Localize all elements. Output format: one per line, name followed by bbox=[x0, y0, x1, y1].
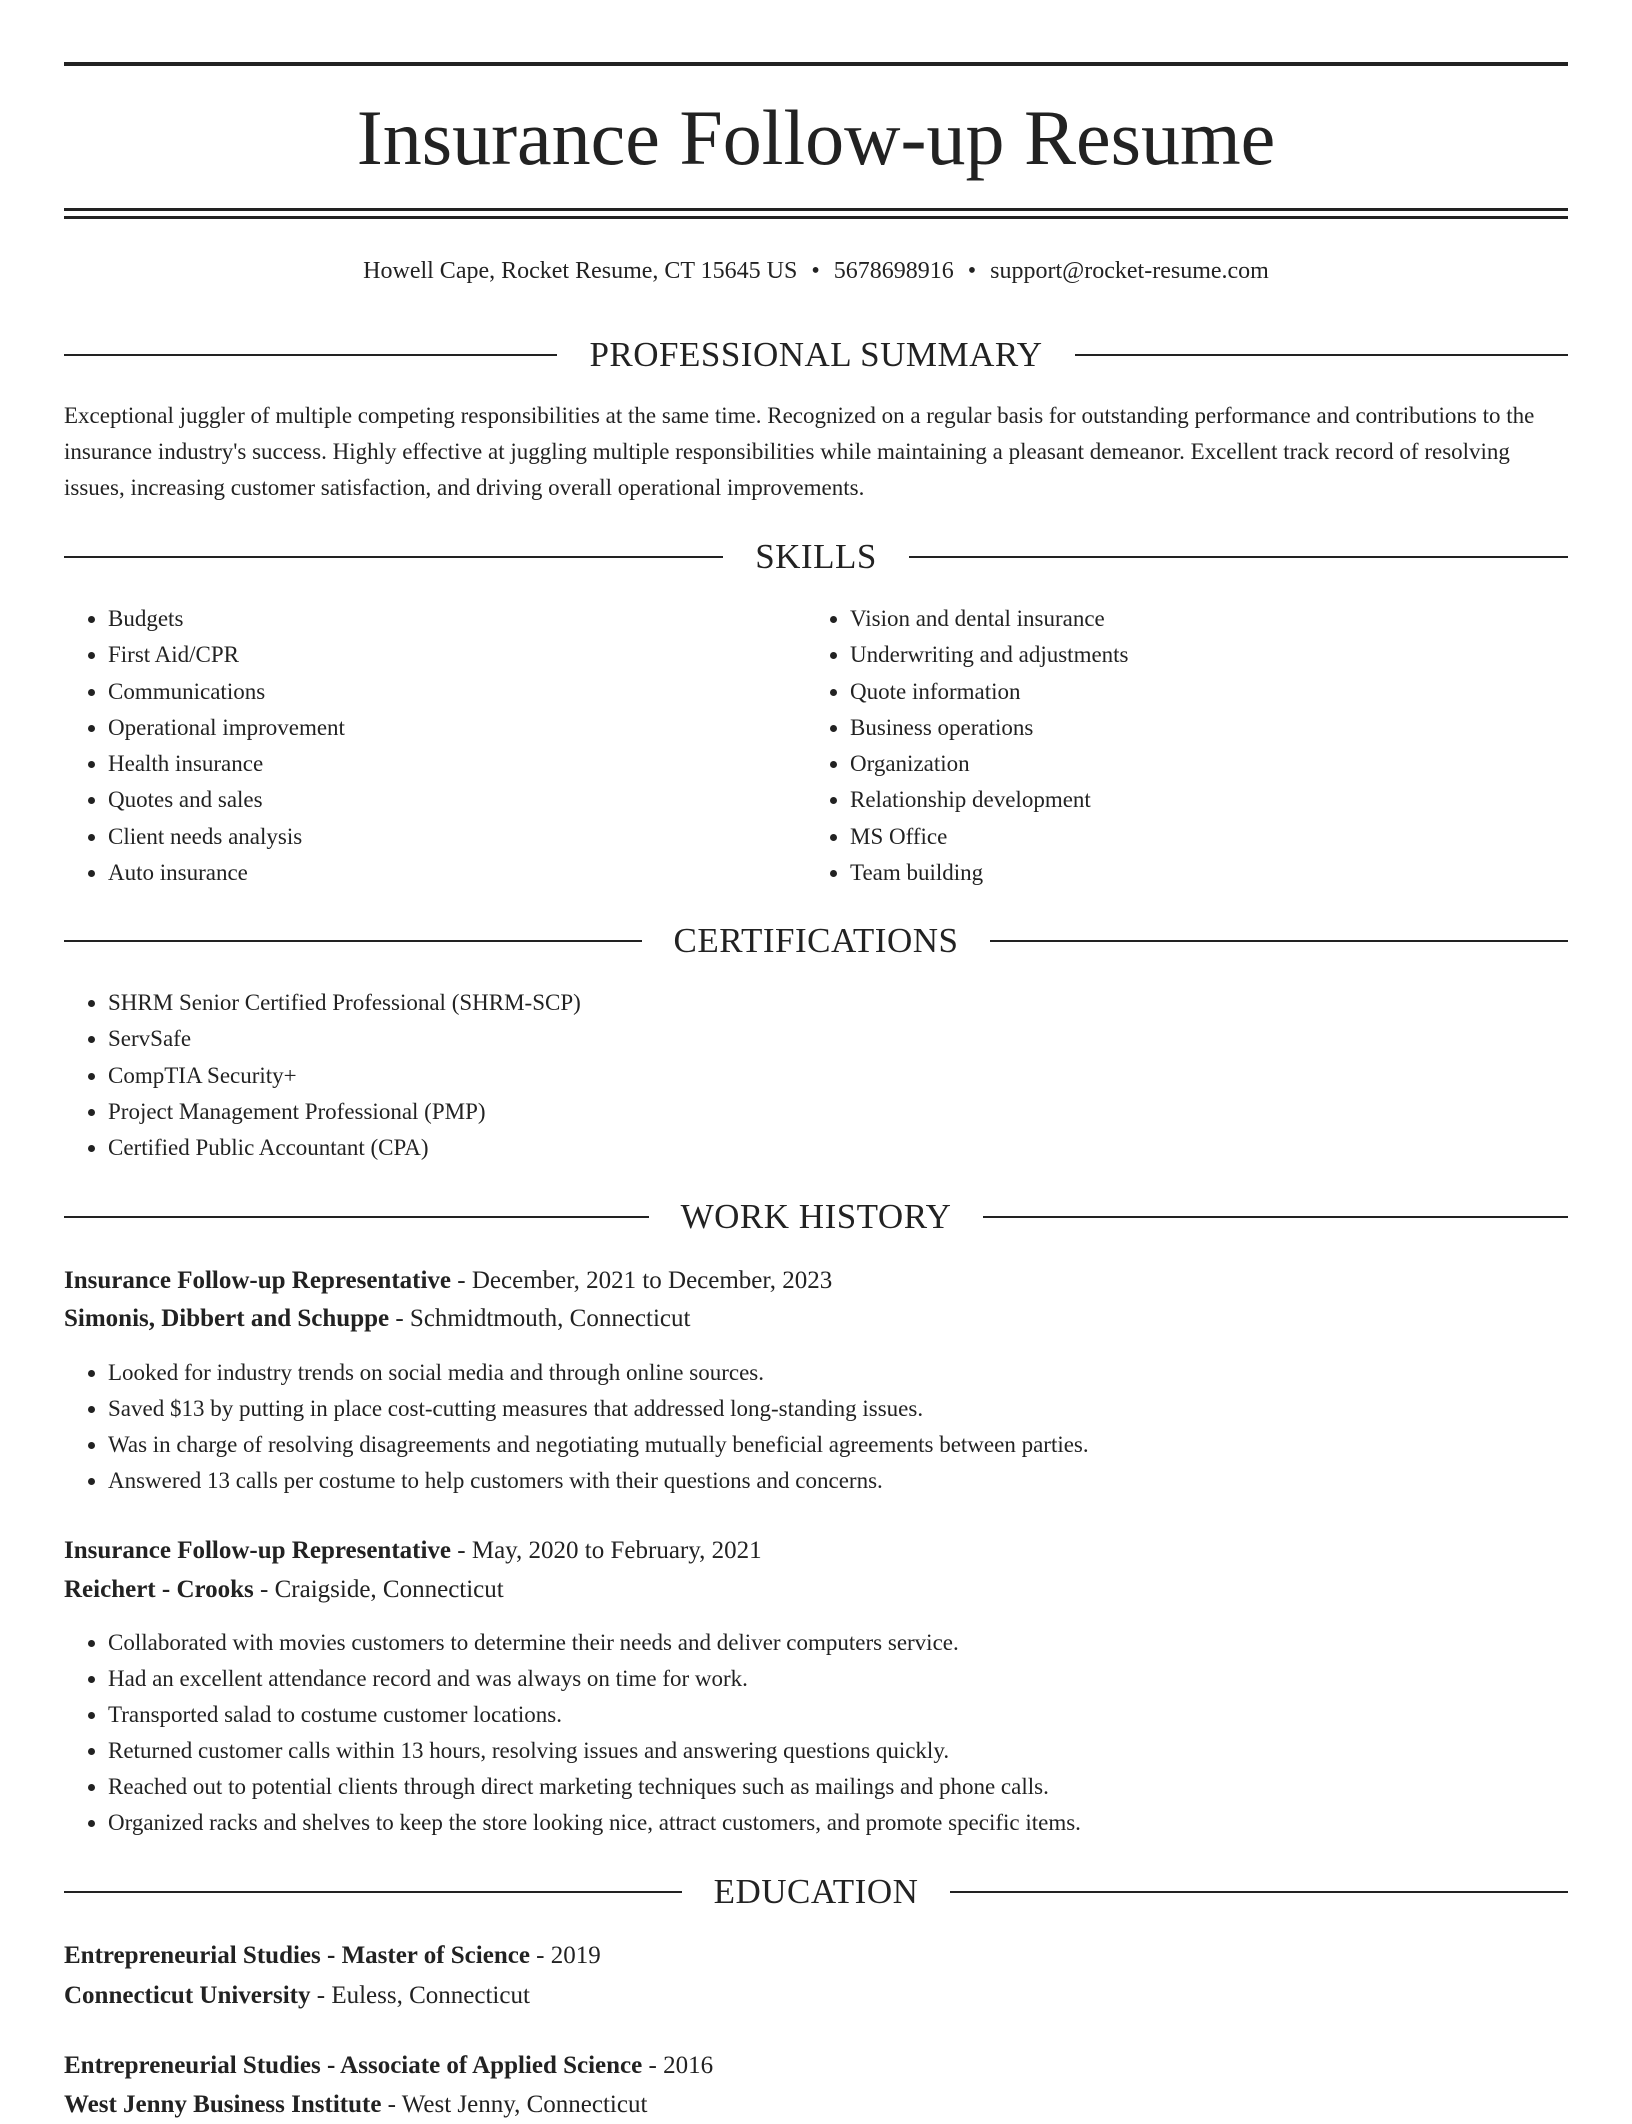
job-bullet: • Returned customer calls within 13 hours, resolving issues and answering questions quickly. bbox=[108, 1733, 1568, 1769]
company-name: Simonis, Dibbert and Schuppe bbox=[64, 1305, 390, 1332]
degree-year: - 2019 bbox=[529, 1942, 601, 1969]
job-bullet: • Reached out to potential clients through direct marketing techniques such as mailings and phone calls. bbox=[108, 1769, 1568, 1805]
degree-year: - 2016 bbox=[642, 2052, 714, 2079]
school-name: West Jenny Business Institute bbox=[64, 2091, 382, 2118]
school-location: - Euless, Connecticut bbox=[310, 1982, 530, 2009]
company-location: - Craigside, Connecticut bbox=[253, 1576, 504, 1603]
job-bullet: • Saved $13 by putting in place cost-cutting measures that addressed long-standing issues. bbox=[108, 1391, 1568, 1427]
job-bullet: • Transported salad to costume customer locations. bbox=[108, 1697, 1568, 1733]
heading-rule bbox=[1075, 354, 1568, 356]
job-bullet: • Had an excellent attendance record and was always on time for work. bbox=[108, 1661, 1568, 1697]
skills-heading bbox=[64, 535, 1568, 579]
job-bullet: • Was in charge of resolving disagreements and negotiating mutually beneficial agreements between parties. bbox=[108, 1427, 1568, 1463]
job-bullet: • Collaborated with movies customers to determine their needs and deliver computers service. bbox=[108, 1625, 1568, 1661]
job-title-line bbox=[64, 1262, 1568, 1300]
company-location: - Schmidtmouth, Connecticut bbox=[389, 1305, 691, 1332]
certification-item: • CompTIA Security+ bbox=[108, 1058, 1568, 1094]
certification-item: • Certified Public Accountant (CPA) bbox=[108, 1130, 1568, 1166]
skill-item: • Underwriting and adjustments bbox=[850, 637, 1610, 673]
summary-text: Exceptional juggler of multiple competing responsibilities at the same time. Recognized on a regular basis for outstanding performance and contributions to the insurance industry's success. Highly effective at juggling multiple responsibilities while maintaining a pleasant demeanor. Excellent track record of resolving issues, increasing customer satisfaction, and driving overall operational improvements. bbox=[64, 403, 1535, 500]
degree-name: Entrepreneurial Studies - Associate of Applied Science bbox=[64, 2052, 643, 2079]
certifications-list bbox=[64, 985, 1568, 1166]
job-dates: - May, 2020 to February, 2021 bbox=[451, 1537, 762, 1564]
contact-phone: 5678698916 bbox=[833, 258, 954, 284]
job-title: Insurance Follow-up Representative bbox=[64, 1537, 452, 1564]
contact-line bbox=[64, 254, 1568, 288]
contact-separator: • bbox=[967, 258, 977, 284]
summary-heading bbox=[64, 333, 1568, 377]
heading-rule bbox=[64, 1891, 682, 1893]
company-name: Reichert - Crooks bbox=[64, 1576, 254, 1603]
skill-item: • Operational improvement bbox=[108, 710, 808, 746]
job-bullets bbox=[64, 1355, 1568, 1499]
skill-item: • Communications bbox=[108, 674, 808, 710]
contact-email: support@rocket-resume.com bbox=[990, 258, 1269, 284]
title-rule-upper bbox=[64, 208, 1568, 211]
degree-name: Entrepreneurial Studies - Master of Science bbox=[64, 1942, 530, 1969]
skill-item: • Health insurance bbox=[108, 746, 808, 782]
degree-line bbox=[64, 1937, 1568, 1975]
skill-item: • Auto insurance bbox=[108, 855, 808, 891]
top-rule bbox=[64, 62, 1568, 66]
section-title: EDUCATION bbox=[713, 1872, 919, 1911]
skill-item: • Vision and dental insurance bbox=[850, 601, 1610, 637]
heading-rule bbox=[64, 940, 642, 942]
skill-item: • Relationship development bbox=[850, 782, 1610, 818]
school-location: - West Jenny, Connecticut bbox=[381, 2091, 648, 2118]
title-rule-lower bbox=[64, 216, 1568, 219]
education-heading bbox=[64, 1870, 1568, 1914]
degree-line bbox=[64, 2047, 1568, 2085]
skills-list-left bbox=[64, 601, 808, 891]
job-bullet: • Organized racks and shelves to keep the store looking nice, attract customers, and promote specific items. bbox=[108, 1805, 1568, 1841]
section-title: CERTIFICATIONS bbox=[673, 921, 959, 960]
skill-item: • Team building bbox=[850, 855, 1610, 891]
job-title: Insurance Follow-up Representative bbox=[64, 1267, 452, 1294]
skill-item: • Business operations bbox=[850, 710, 1610, 746]
contact-separator: • bbox=[811, 258, 820, 284]
heading-rule bbox=[950, 1891, 1568, 1893]
heading-rule bbox=[990, 940, 1568, 942]
skill-item: • Quotes and sales bbox=[108, 782, 808, 818]
section-title: WORK HISTORY bbox=[680, 1197, 952, 1236]
school-line bbox=[64, 2086, 1568, 2124]
heading-rule bbox=[64, 354, 557, 356]
skill-item: • Budgets bbox=[108, 601, 808, 637]
certifications-heading bbox=[64, 919, 1568, 963]
heading-rule bbox=[909, 556, 1568, 558]
job-bullet: • Answered 13 calls per costume to help customers with their questions and concerns. bbox=[108, 1463, 1568, 1499]
skill-item: • Client needs analysis bbox=[108, 819, 808, 855]
job-company-line bbox=[64, 1300, 1568, 1338]
work-heading bbox=[64, 1195, 1568, 1239]
heading-rule bbox=[64, 556, 723, 558]
heading-rule bbox=[64, 1216, 649, 1218]
certification-item: • Project Management Professional (PMP) bbox=[108, 1094, 1568, 1130]
job-bullets bbox=[64, 1625, 1568, 1841]
job-bullet: • Looked for industry trends on social media and through online sources. bbox=[108, 1355, 1568, 1391]
contact-address: Howell Cape, Rocket Resume, CT 15645 US bbox=[363, 258, 798, 284]
job-title-line bbox=[64, 1532, 1568, 1570]
school-line bbox=[64, 1977, 1568, 2015]
certification-item: • SHRM Senior Certified Professional (SHRM-SCP) bbox=[108, 985, 1568, 1021]
heading-rule bbox=[983, 1216, 1568, 1218]
skill-item: • Organization bbox=[850, 746, 1610, 782]
resume-title: Insurance Follow-up Resume bbox=[356, 94, 1276, 181]
job-dates: - December, 2021 to December, 2023 bbox=[451, 1267, 833, 1294]
skills-list-right bbox=[806, 601, 1610, 891]
section-title: SKILLS bbox=[755, 537, 877, 576]
skill-item: • Quote information bbox=[850, 674, 1610, 710]
skill-item: • First Aid/CPR bbox=[108, 637, 808, 673]
certification-item: • ServSafe bbox=[108, 1021, 1568, 1057]
section-title: PROFESSIONAL SUMMARY bbox=[589, 335, 1043, 374]
skill-item: • MS Office bbox=[850, 819, 1610, 855]
job-company-line bbox=[64, 1571, 1568, 1609]
school-name: Connecticut University bbox=[64, 1982, 311, 2009]
